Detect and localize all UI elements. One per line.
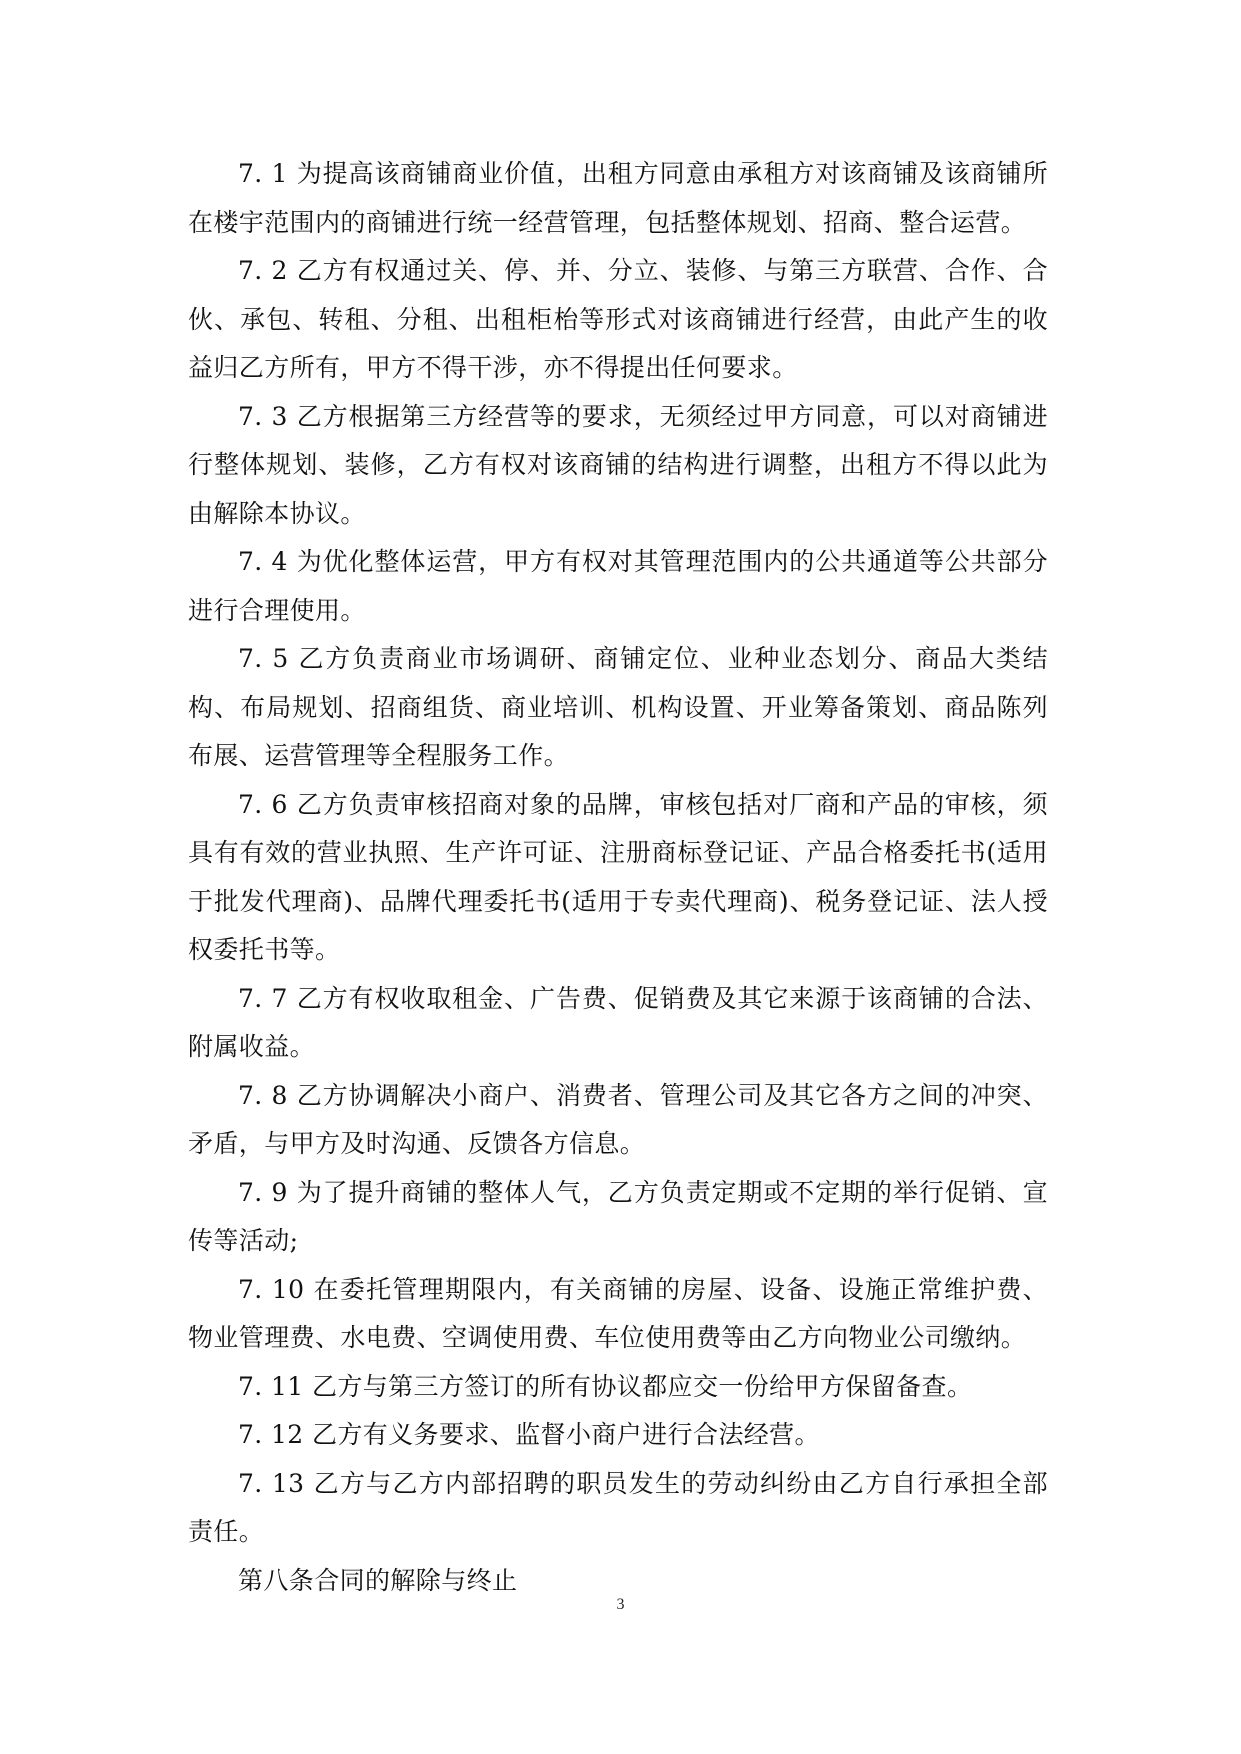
paragraph-7-10: 7. 10 在委托管理期限内，有关商铺的房屋、设备、设施正常维护费、物业管理费、水电费、空调使用费、车位使用费等由乙方向物业公司缴纳。 [188, 1274, 1048, 1352]
paragraph-7-6: 7. 6 乙方负责审核招商对象的品牌，审核包括对厂商和产品的审核，须具有有效的营业执照、生产许可证、注册商标登记证、产品合格委托书(适用于批发代理商)、品牌代理委托书(适用于专卖代理商)、税务登记证、法人授权委托书等。 [188, 789, 1048, 964]
paragraph-7-5: 7. 5 乙方负责商业市场调研、商铺定位、业种业态划分、商品大类结构、布局规划、招商组货、商业培训、机构设置、开业筹备策划、商品陈列布展、运营管理等全程服务工作。 [188, 644, 1048, 770]
paragraph-7-2: 7. 2 乙方有权通过关、停、并、分立、装修、与第三方联营、合作、合伙、承包、转租、分租、出租柜枱等形式对该商铺进行经营，由此产生的收益归乙方所有，甲方不得干涉，亦不得提出任何要求。 [188, 256, 1048, 382]
paragraph-7-13: 7. 13 乙方与乙方内部招聘的职员发生的劳动纠纷由乙方自行承担全部责任。 [188, 1468, 1048, 1546]
paragraph-7-12: 7. 12 乙方有义务要求、监督小商户进行合法经营。 [238, 1420, 820, 1449]
page-number: 3 [616, 1596, 625, 1613]
paragraph-7-8: 7. 8 乙方协调解决小商户、消费者、管理公司及其它各方之间的冲突、矛盾，与甲方及时沟通、反馈各方信息。 [188, 1080, 1048, 1158]
paragraph-7-1: 7. 1 为提高该商铺商业价值，出租方同意由承租方对该商铺及该商铺所在楼宇范围内的商铺进行统一经营管理，包括整体规划、招商、整合运营。 [188, 159, 1048, 237]
paragraph-7-3: 7. 3 乙方根据第三方经营等的要求，无须经过甲方同意，可以对商铺进行整体规划、装修，乙方有权对该商铺的结构进行调整，出租方不得以此为由解除本协议。 [188, 401, 1048, 528]
paragraph-7-9: 7. 9 为了提升商铺的整体人气，乙方负责定期或不定期的举行促销、宣传等活动; [188, 1177, 1048, 1255]
paragraph-7-4: 7. 4 为优化整体运营，甲方有权对其管理范围内的公共通道等公共部分进行合理使用。 [188, 547, 1048, 625]
document-body [188, 150, 1048, 1605]
section-heading-article-8: 第八条合同的解除与终止 [238, 1565, 518, 1595]
paragraph-7-7: 7. 7 乙方有权收取租金、广告费、促销费及其它来源于该商铺的合法、附属收益。 [188, 983, 1048, 1061]
paragraph-7-11: 7. 11 乙方与第三方签订的所有协议都应交一份给甲方保留备查。 [238, 1371, 973, 1401]
